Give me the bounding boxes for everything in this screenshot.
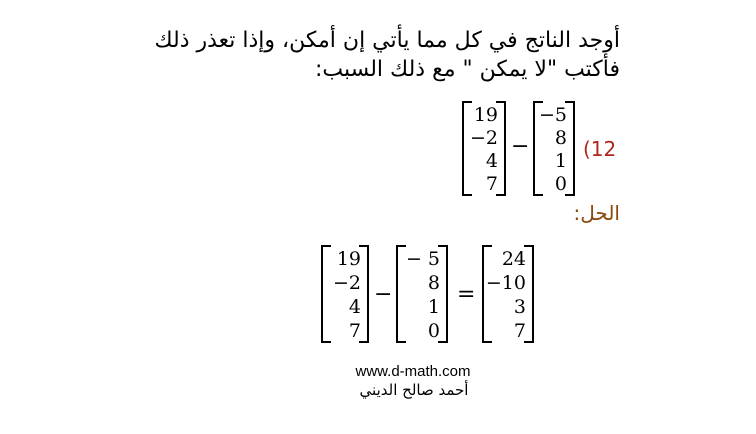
matrix-cell: 3 [513,296,526,318]
matrix-cell: 0 [554,173,567,195]
matrix-cell: −2 [332,272,361,294]
matrix-cell: 7 [485,173,498,195]
instruction-line-1: أوجد الناتج في كل مما يأتي إن أمكن، وإذا تعذر ذلك [154,28,620,53]
matrix-cell: − 5 [405,248,440,270]
problem-matrix-b [533,101,575,196]
matrix-cell: 8 [554,127,567,149]
matrix-cell: 8 [427,272,440,294]
minus-operator: − [511,134,530,159]
matrix-cell: −2 [469,127,498,149]
matrix-cell: 19 [336,248,361,270]
matrix-cell: 4 [348,296,361,318]
result-matrix [482,245,534,343]
matrix-cell: −10 [485,272,526,294]
solution-label: الحل: [573,201,620,225]
author-name: أحمد صالح الديني [359,381,469,399]
equals-sign: = [457,282,476,307]
solution-matrix-a [321,245,369,343]
problem-number: (12 [583,137,617,161]
minus-operator: − [374,282,393,307]
matrix-cell: 7 [513,320,526,342]
instruction-line-2: فأكتب "لا يمكن " مع ذلك السبب: [314,57,620,82]
matrix-cell: 1 [427,296,440,318]
matrix-cell: 7 [348,320,361,342]
problem-matrix-a [462,101,506,196]
website-url: www.d-math.com [355,363,471,380]
matrix-cell: −5 [538,104,567,126]
matrix-cell: 19 [473,104,498,126]
matrix-cell: 24 [501,248,526,270]
matrix-cell: 4 [485,150,498,172]
solution-matrix-b [396,245,448,343]
matrix-cell: 1 [554,150,567,172]
matrix-cell: 0 [427,320,440,342]
